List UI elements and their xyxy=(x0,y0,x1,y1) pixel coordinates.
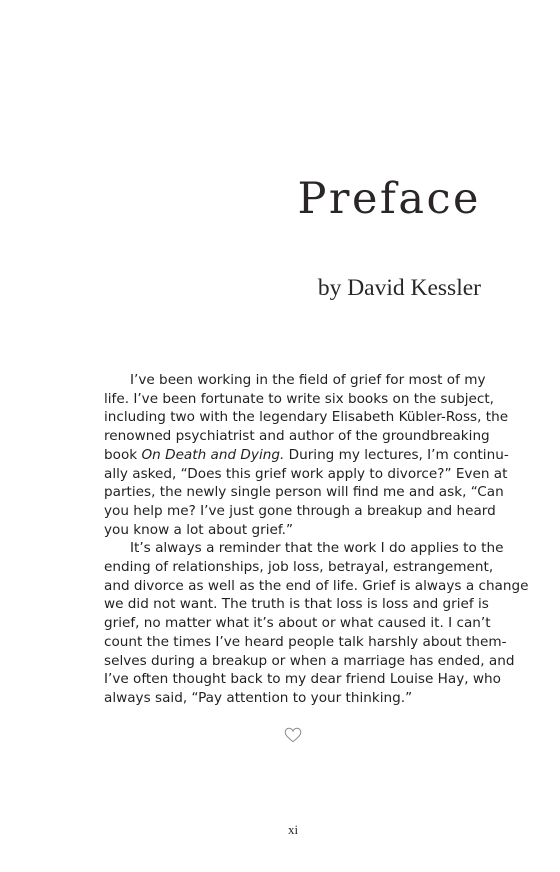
text-line: It’s always a reminder that the work I do applies to the xyxy=(130,540,504,557)
heart-outline-icon xyxy=(284,727,302,743)
text-line: including two with the legendary Elisabeth Kübler-Ross, the xyxy=(104,409,509,426)
text-run: During my lectures, I’m continu- xyxy=(284,446,509,463)
book-title-italic: On Death and Dying. xyxy=(141,446,285,463)
text-line: life. I’ve been fortunate to write six books on the subject, xyxy=(104,390,494,407)
text-line: grief, no matter what it’s about or what caused it. I can’t xyxy=(104,615,491,632)
text-run: book xyxy=(104,446,142,463)
text-line: always said, “Pay attention to your thinking.” xyxy=(104,689,413,706)
text-line: renowned psychiatrist and author of the groundbreaking xyxy=(104,428,490,445)
page-number: xi xyxy=(287,822,299,837)
paragraph xyxy=(104,371,509,539)
text-line: I’ve often thought back to my dear friend Louise Hay, who xyxy=(104,671,501,688)
body-text xyxy=(104,371,529,708)
chapter-byline: by David Kessler xyxy=(317,275,481,301)
text-line xyxy=(104,446,509,465)
text-line: you help me? I’ve just gone through a breakup and heard xyxy=(104,502,496,519)
text-line: parties, the newly single person will find me and ask, “Can xyxy=(104,484,504,501)
text-line: count the times I’ve heard people talk harshly about them- xyxy=(104,633,507,650)
text-line: I’ve been working in the field of grief for most of my xyxy=(130,372,486,388)
text-line: ally asked, “Does this grief work apply to divorce?” Even at xyxy=(104,465,508,482)
text-line: we did not want. The truth is that loss is loss and grief is xyxy=(104,596,489,613)
text-line: and divorce as well as the end of life. Grief is always a change xyxy=(104,577,529,594)
text-line: selves during a breakup or when a marriage has ended, and xyxy=(104,652,515,669)
paragraph xyxy=(104,539,529,707)
chapter-title: Preface xyxy=(297,174,481,224)
text-line: you know a lot about grief.” xyxy=(104,521,293,538)
text-line: ending of relationships, job loss, betrayal, estrangement, xyxy=(104,559,494,576)
